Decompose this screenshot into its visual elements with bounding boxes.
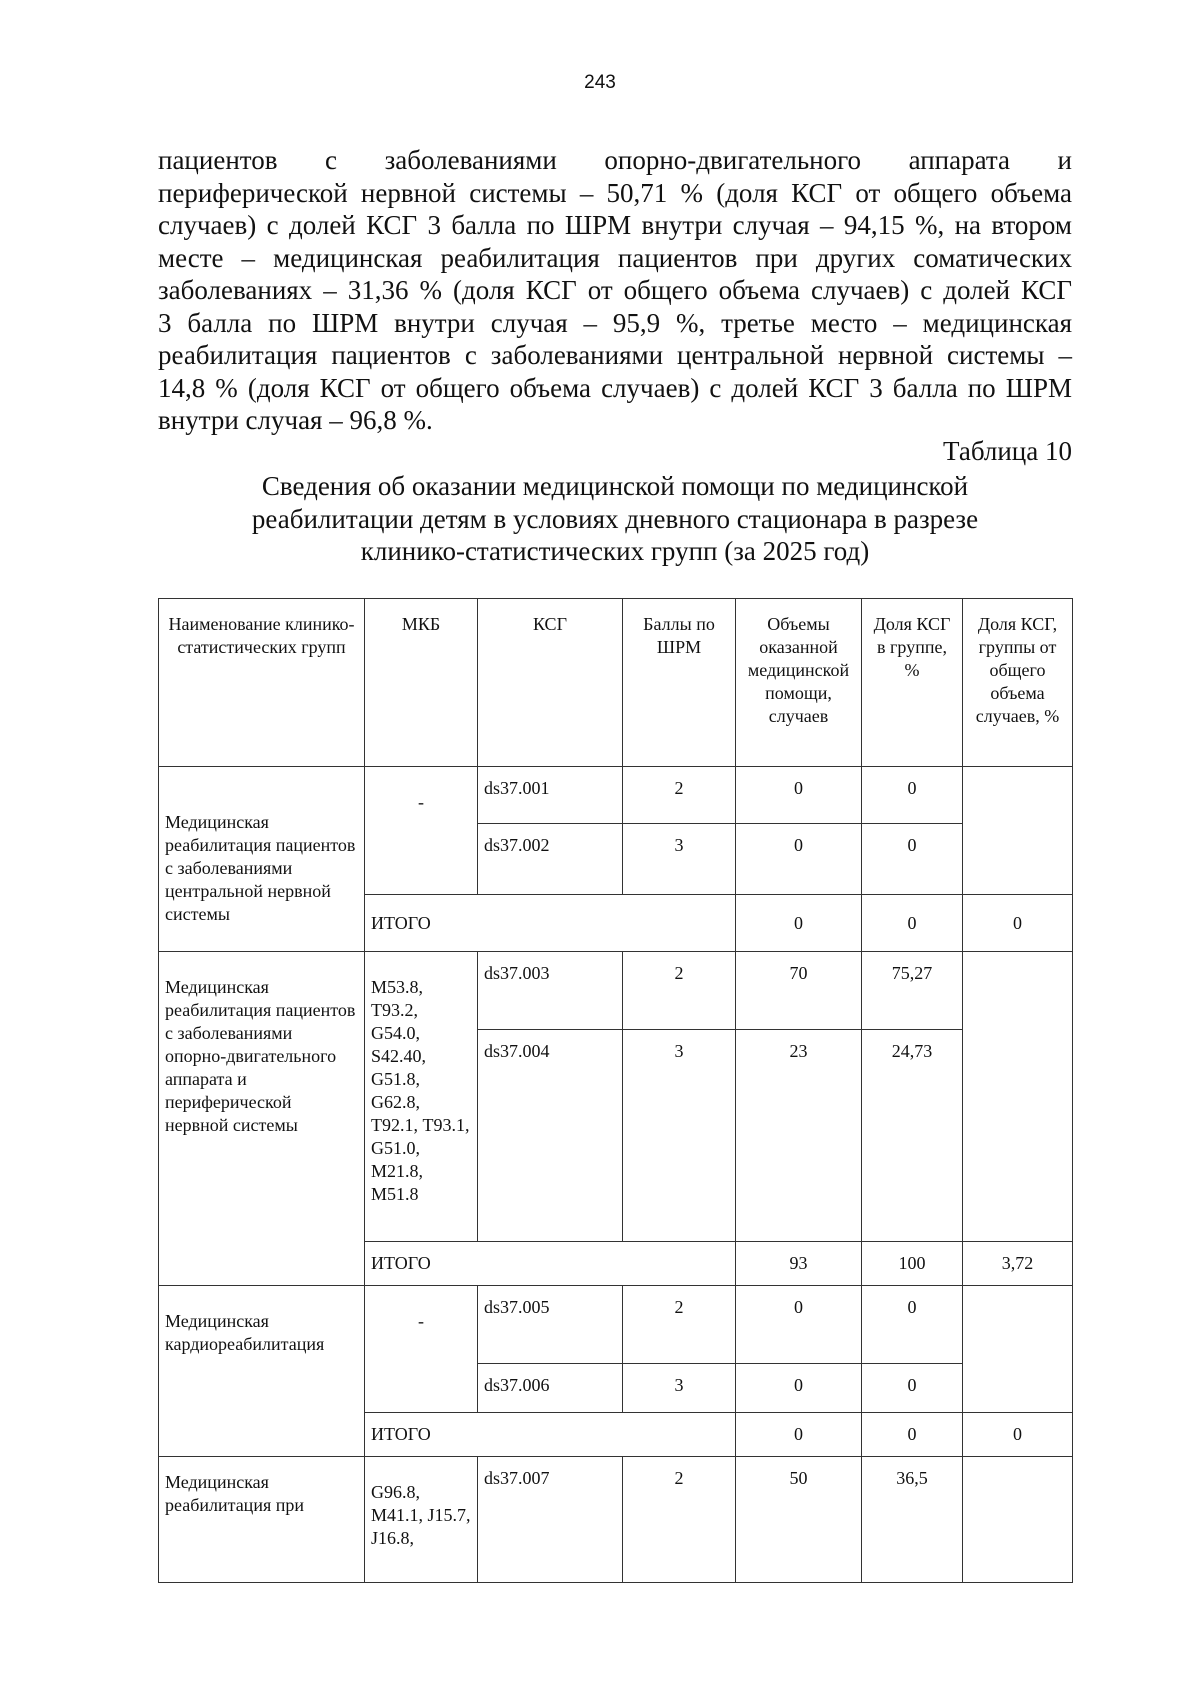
empty-cell: [963, 1457, 1073, 1583]
table-row: [159, 952, 1073, 1030]
total-share: 0: [862, 895, 963, 952]
header-cell: Баллы по ШРМ: [623, 599, 736, 767]
data-table: [158, 598, 1073, 1583]
header-cell: КСГ: [478, 599, 623, 767]
ksg-cell: ds37.003: [478, 952, 623, 1030]
volume-cell: 0: [736, 767, 862, 824]
total-share-overall: 0: [963, 895, 1073, 952]
points-cell: 2: [623, 952, 736, 1030]
share-cell: 0: [862, 1286, 963, 1364]
paragraph-line: месте – медицинская реабилитация пациентов при других соматических: [158, 242, 1072, 273]
paragraph-line: реабилитация пациентов с заболеваниями центральной нервной системы –: [158, 340, 1072, 370]
empty-cell: [963, 767, 1073, 895]
volume-cell: 70: [736, 952, 862, 1030]
paragraph-line: случаев) с долей КСГ 3 балла по ШРМ внутри случая – 94,15 %, на втором: [158, 210, 1072, 240]
points-cell: 3: [623, 824, 736, 895]
total-share-overall: 0: [963, 1413, 1073, 1457]
mkb-cell: -: [365, 1286, 478, 1413]
paragraph-line: 3 балла по ШРМ внутри случая – 95,9 %, третье место – медицинская: [158, 307, 1072, 338]
total-label: ИТОГО: [365, 1413, 736, 1457]
total-volume: 0: [736, 1413, 862, 1457]
points-cell: 2: [623, 1286, 736, 1364]
table-title-line: Сведения об оказании медицинской помощи по медицинской: [261, 471, 969, 501]
share-cell: 36,5: [862, 1457, 963, 1583]
paragraph-line: внутри случая – 96,8 %.: [158, 405, 433, 435]
empty-cell: [963, 1286, 1073, 1413]
header-cell: МКБ: [365, 599, 478, 767]
ksg-cell: ds37.005: [478, 1286, 623, 1364]
volume-cell: 0: [736, 1364, 862, 1413]
header-cell: Наименование клинико-статистических групп: [159, 599, 365, 767]
paragraph-line: 14,8 % (доля КСГ от общего объема случаев) с долей КСГ 3 балла по ШРМ: [158, 372, 1072, 403]
total-share-overall: 3,72: [963, 1242, 1073, 1286]
group-name-cell: Медицинская реабилитация при: [159, 1457, 365, 1583]
paragraph-line: периферической нервной системы – 50,71 % (доля КСГ от общего объема: [158, 177, 1072, 208]
points-cell: 3: [623, 1030, 736, 1242]
ksg-cell: ds37.007: [478, 1457, 623, 1583]
total-label: ИТОГО: [365, 1242, 736, 1286]
volume-cell: 50: [736, 1457, 862, 1583]
group-name-cell: Медицинская кардиореабилитация: [159, 1286, 365, 1457]
total-share: 100: [862, 1242, 963, 1286]
header-cell: Объемы оказанной медицинской помощи, случаев: [736, 599, 862, 767]
points-cell: 2: [623, 767, 736, 824]
mkb-cell: М53.8, Т93.2, G54.0, S42.40, G51.8, G62.8, Т92.1, Т93.1, G51.0, М21.8, М51.8: [365, 952, 478, 1242]
page-number: 243: [584, 72, 616, 93]
total-share: 0: [862, 1413, 963, 1457]
body-paragraph: [158, 144, 1072, 437]
volume-cell: 0: [736, 824, 862, 895]
volume-cell: 0: [736, 1286, 862, 1364]
volume-cell: 23: [736, 1030, 862, 1242]
total-volume: 0: [736, 895, 862, 952]
share-cell: 0: [862, 767, 963, 824]
total-label: ИТОГО: [365, 895, 736, 952]
share-cell: 0: [862, 1364, 963, 1413]
ksg-cell: ds37.002: [478, 824, 623, 895]
ksg-cell: ds37.006: [478, 1364, 623, 1413]
points-cell: 3: [623, 1364, 736, 1413]
ksg-cell: ds37.001: [478, 767, 623, 824]
points-cell: 2: [623, 1457, 736, 1583]
table-title-line: реабилитации детям в условиях дневного стационара в разрезе: [251, 503, 979, 534]
paragraph-line: пациентов с заболеваниями опорно-двигательного аппарата и: [158, 145, 1072, 175]
header-cell: Доля КСГ в группе, %: [862, 599, 963, 767]
share-cell: 0: [862, 824, 963, 895]
table-row: [159, 1286, 1073, 1364]
paragraph-line: заболеваниях – 31,36 % (доля КСГ от общего объема случаев) с долей КСГ: [158, 275, 1072, 305]
mkb-cell: G96.8, М41.1, J15.7, J16.8,: [365, 1457, 478, 1583]
table-title-line: клинико-статистических групп (за 2025 год): [360, 536, 870, 566]
table-title: [158, 470, 1072, 568]
total-volume: 93: [736, 1242, 862, 1286]
header-cell: Доля КСГ, группы от общего объема случаев, %: [963, 599, 1073, 767]
table-row: [159, 767, 1073, 824]
table-header-row: [159, 599, 1073, 767]
table-row: [159, 1457, 1073, 1583]
share-cell: 24,73: [862, 1030, 963, 1242]
empty-cell: [963, 952, 1073, 1242]
table-label: Таблица 10: [943, 436, 1072, 466]
ksg-cell: ds37.004: [478, 1030, 623, 1242]
group-name-cell: Медицинская реабилитация пациентов с заболеваниями центральной нервной системы: [159, 767, 365, 952]
group-name-cell: Медицинская реабилитация пациентов с заболеваниями опорно-двигательного аппарата и периферической нервной системы: [159, 952, 365, 1286]
mkb-cell: -: [365, 767, 478, 895]
share-cell: 75,27: [862, 952, 963, 1030]
